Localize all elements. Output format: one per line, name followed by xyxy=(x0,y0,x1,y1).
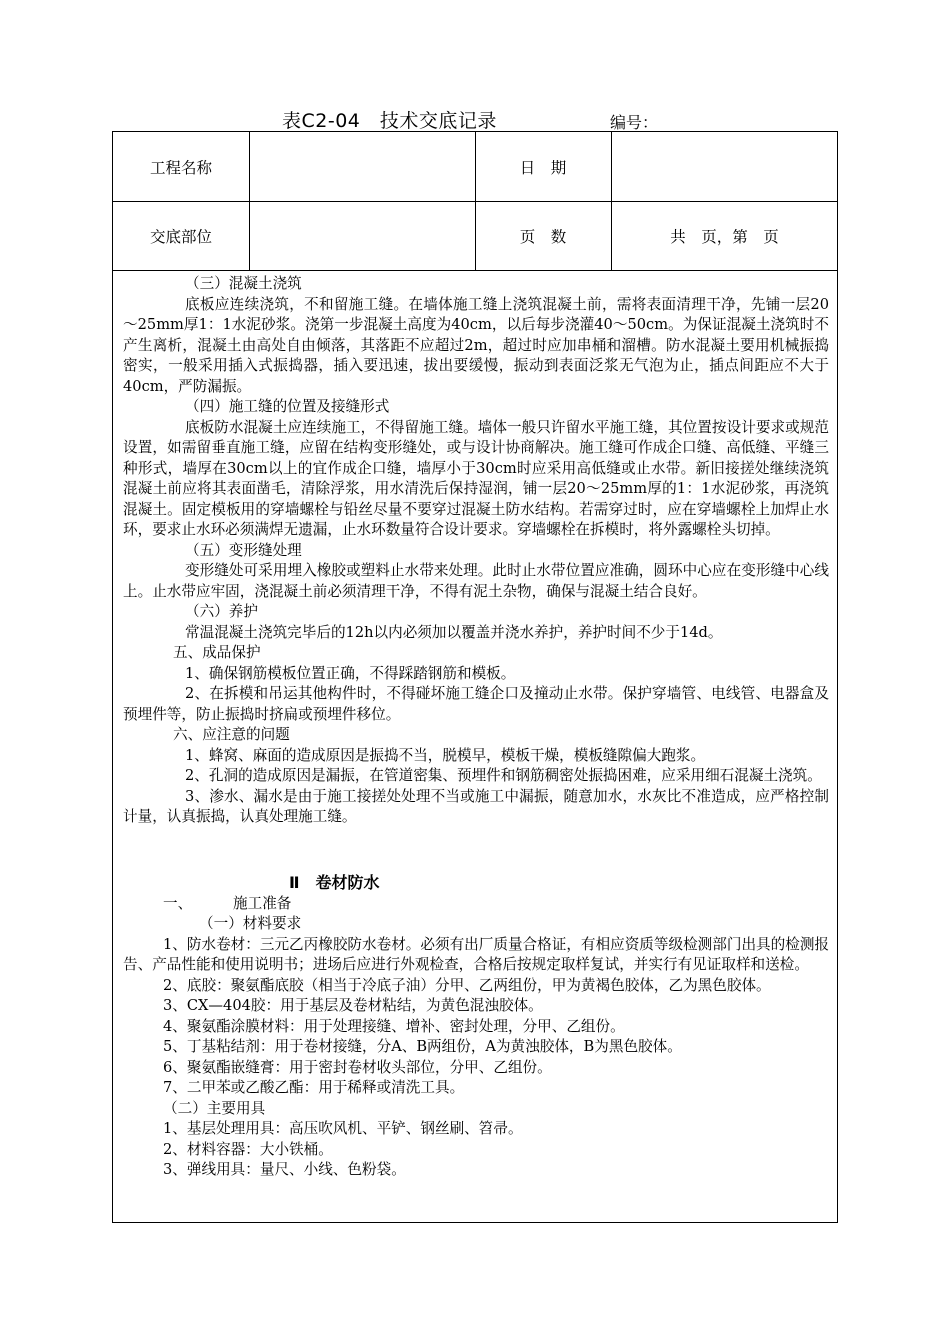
section-heading: （三）混凝土浇筑 xyxy=(185,275,302,292)
list-item: 1、防水卷材：三元乙丙橡胶防水卷材。必须有出厂质量合格证，有相应资质等级检测部门出具的检测报告、产品性能和使用说明书；进场后应进行外观检查，合格后按规定取样复试，并实行有见证取样和送检。 xyxy=(123,935,830,973)
list-item: 5、丁基粘结剂：用于卷材接缝，分A、B两组份，A为黄浊胶体，B为黑色胶体。 xyxy=(163,1038,682,1055)
list-item: 2、孔洞的造成原因是漏振，在管道密集、预埋件和钢筋稠密处振捣困难，应采用细石混凝土浇筑。 xyxy=(185,767,822,784)
part-value xyxy=(250,201,475,270)
list-item: 2、底胶：聚氨酯底胶（相当于冷底子油）分甲、乙两组份，甲为黄褐色胶体，乙为黑色胶体。 xyxy=(163,976,771,994)
section-heading: （一）材料要求 xyxy=(199,915,302,932)
paragraph: 底板应连续浇筑，不和留施工缝。在墙体施工缝上浇筑混凝土前，需将表面清理干净，先铺一层20～25mm厚1：1水泥砂浆。浇第一步混凝土高度为40cm，以后每步浇灌40～50cm。为保证混凝土浇筑时不产生离析，混凝土由高处自由倾落，其落距不应超过2m，超过时应加串桶和溜槽。防水混凝土要用机械振捣密实，一般采用插入式振捣器，插入要迅速，拔出要缓慢，振动到表面泛浆无气泡为止，插点间距应不大于40cm，严防漏振。 xyxy=(123,295,829,395)
section-heading: （五）变形缝处理 xyxy=(185,541,302,559)
document-number-label: 编号： xyxy=(610,113,659,132)
part-label: 交底部位 xyxy=(149,227,212,246)
list-item: 3、CX—404胶：用于基层及卷材粘结，为黄色混浊胶体。 xyxy=(163,997,543,1014)
list-item: 3、渗水、漏水是由于施工接搓处处理不当或施工中漏振，随意加水，水灰比不准造成，应严格控制计量，认真振捣，认真处理施工缝。 xyxy=(123,787,829,825)
project-name-value xyxy=(250,132,475,201)
date-label: 日 期 xyxy=(519,158,567,177)
part-heading: Ⅱ 卷材防水 xyxy=(289,872,380,892)
disclosure-content xyxy=(123,274,829,1181)
section-heading: 五、成品保护 xyxy=(173,644,261,661)
list-item: 7、二甲苯或乙酸乙酯：用于稀释或清洗工具。 xyxy=(163,1079,465,1096)
list-item: 2、在拆模和吊运其他构件时，不得碰坏施工缝企口及撞动止水带。保护穿墙管、电线管、电器盒及预埋件等，防止振捣时挤扁或预埋件移位。 xyxy=(123,685,829,723)
section-heading: （四）施工缝的位置及接缝形式 xyxy=(185,398,390,415)
paragraph: 变形缝处可采用埋入橡胶或塑料止水带来处理。此时止水带位置应准确，圆环中心应在变形缝中心线上。止水带应牢固，浇混凝土前必须清理干净，不得有泥土杂物，确保与混凝土结合良好。 xyxy=(123,562,829,600)
paragraph: 底板防水混凝土应连续施工，不得留施工缝。墙体一般只许留水平施工缝，其位置按设计要求或规范设置，如需留垂直施工缝，应留在结构变形缝处，或与设计协商解决。施工缝可作成企口缝、高低缝、平缝三种形式，墙厚在30cm以上的宜作成企口缝，墙厚小于30cm时应采用高低缝或止水带。新旧接搓处继续浇筑混凝土前应将其表面凿毛，清除浮浆，用水清洗后保持湿润，铺一层20～25mm厚的1：1水泥砂浆，再浇筑混凝土。固定模板用的穿墙螺栓与铅丝尽量不要穿过混凝土防水结构。若需穿过时，应在穿墙螺栓上加焊止水环，要求止水环必须满焊无遗漏，止水环数量符合设计要求。穿墙螺栓在拆模时，将外露螺栓头切掉。 xyxy=(123,418,829,538)
list-item: 1、基层处理用具：高压吹风机、平铲、钢丝刷、笤帚。 xyxy=(163,1120,523,1137)
list-item: 2、材料容器：大小铁桶。 xyxy=(163,1140,333,1158)
section-heading: 六、应注意的问题 xyxy=(173,726,290,743)
pages-label: 页 数 xyxy=(519,227,567,246)
page-title: 表C2-04 技术交底记录 xyxy=(282,110,497,132)
list-item: 1、蜂窝、麻面的造成原因是振捣不当，脱模早，模板干燥，模板缝隙偏大跑浆。 xyxy=(185,746,706,764)
section-number: 一、 xyxy=(163,894,193,912)
row-divider xyxy=(113,270,837,271)
pages-value: 共 页，第 页 xyxy=(670,227,779,246)
section-heading: （二）主要用具 xyxy=(163,1099,266,1117)
project-name-label: 工程名称 xyxy=(149,158,212,177)
list-item: 4、聚氨酯涂膜材料：用于处理接缝、增补、密封处理，分甲、乙组份。 xyxy=(163,1017,625,1035)
paragraph: 常温混凝土浇筑完毕后的12h以内必须加以覆盖并浇水养护，养护时间不少于14d。 xyxy=(185,623,723,641)
section-heading: （六）养护 xyxy=(185,603,258,620)
list-item: 6、聚氨酯嵌缝膏：用于密封卷材收头部位，分甲、乙组份。 xyxy=(163,1058,552,1076)
spacer xyxy=(123,828,829,872)
date-value xyxy=(612,132,837,201)
record-form xyxy=(112,131,838,1223)
section-heading xyxy=(123,894,829,915)
list-item: 1、确保钢筋模板位置正确，不得踩踏钢筋和模板。 xyxy=(185,664,516,682)
list-item: 3、弹线用具：量尺、小线、色粉袋。 xyxy=(163,1161,406,1178)
section-heading-text: 施工准备 xyxy=(233,894,292,912)
